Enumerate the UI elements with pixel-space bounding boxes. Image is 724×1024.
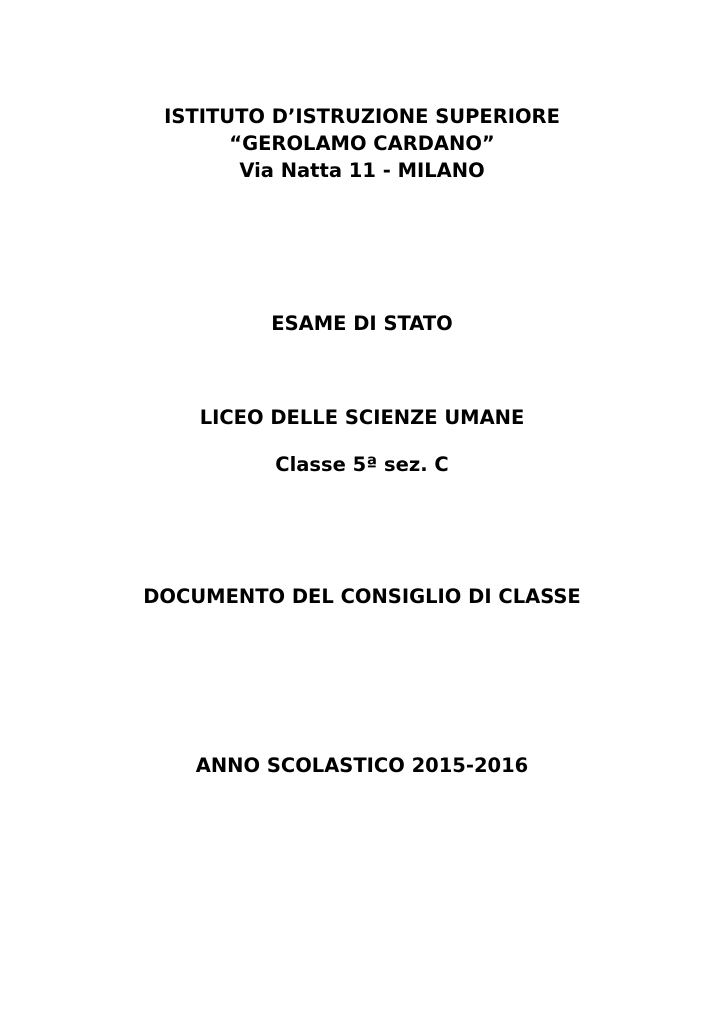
school-address: Via Natta 11 - MILANO [239,159,485,182]
school-year: ANNO SCOLASTICO 2015-2016 [195,754,529,777]
exam-title: ESAME DI STATO [271,312,453,335]
institute-heading: ISTITUTO D’ISTRUZIONE SUPERIORE [164,105,560,128]
course-name: LICEO DELLE SCIENZE UMANE [199,406,525,429]
school-name: “GEROLAMO CARDANO” [229,132,495,155]
document-title: DOCUMENTO DEL CONSIGLIO DI CLASSE [143,585,581,608]
class-label: Classe 5ª sez. C [275,453,449,476]
